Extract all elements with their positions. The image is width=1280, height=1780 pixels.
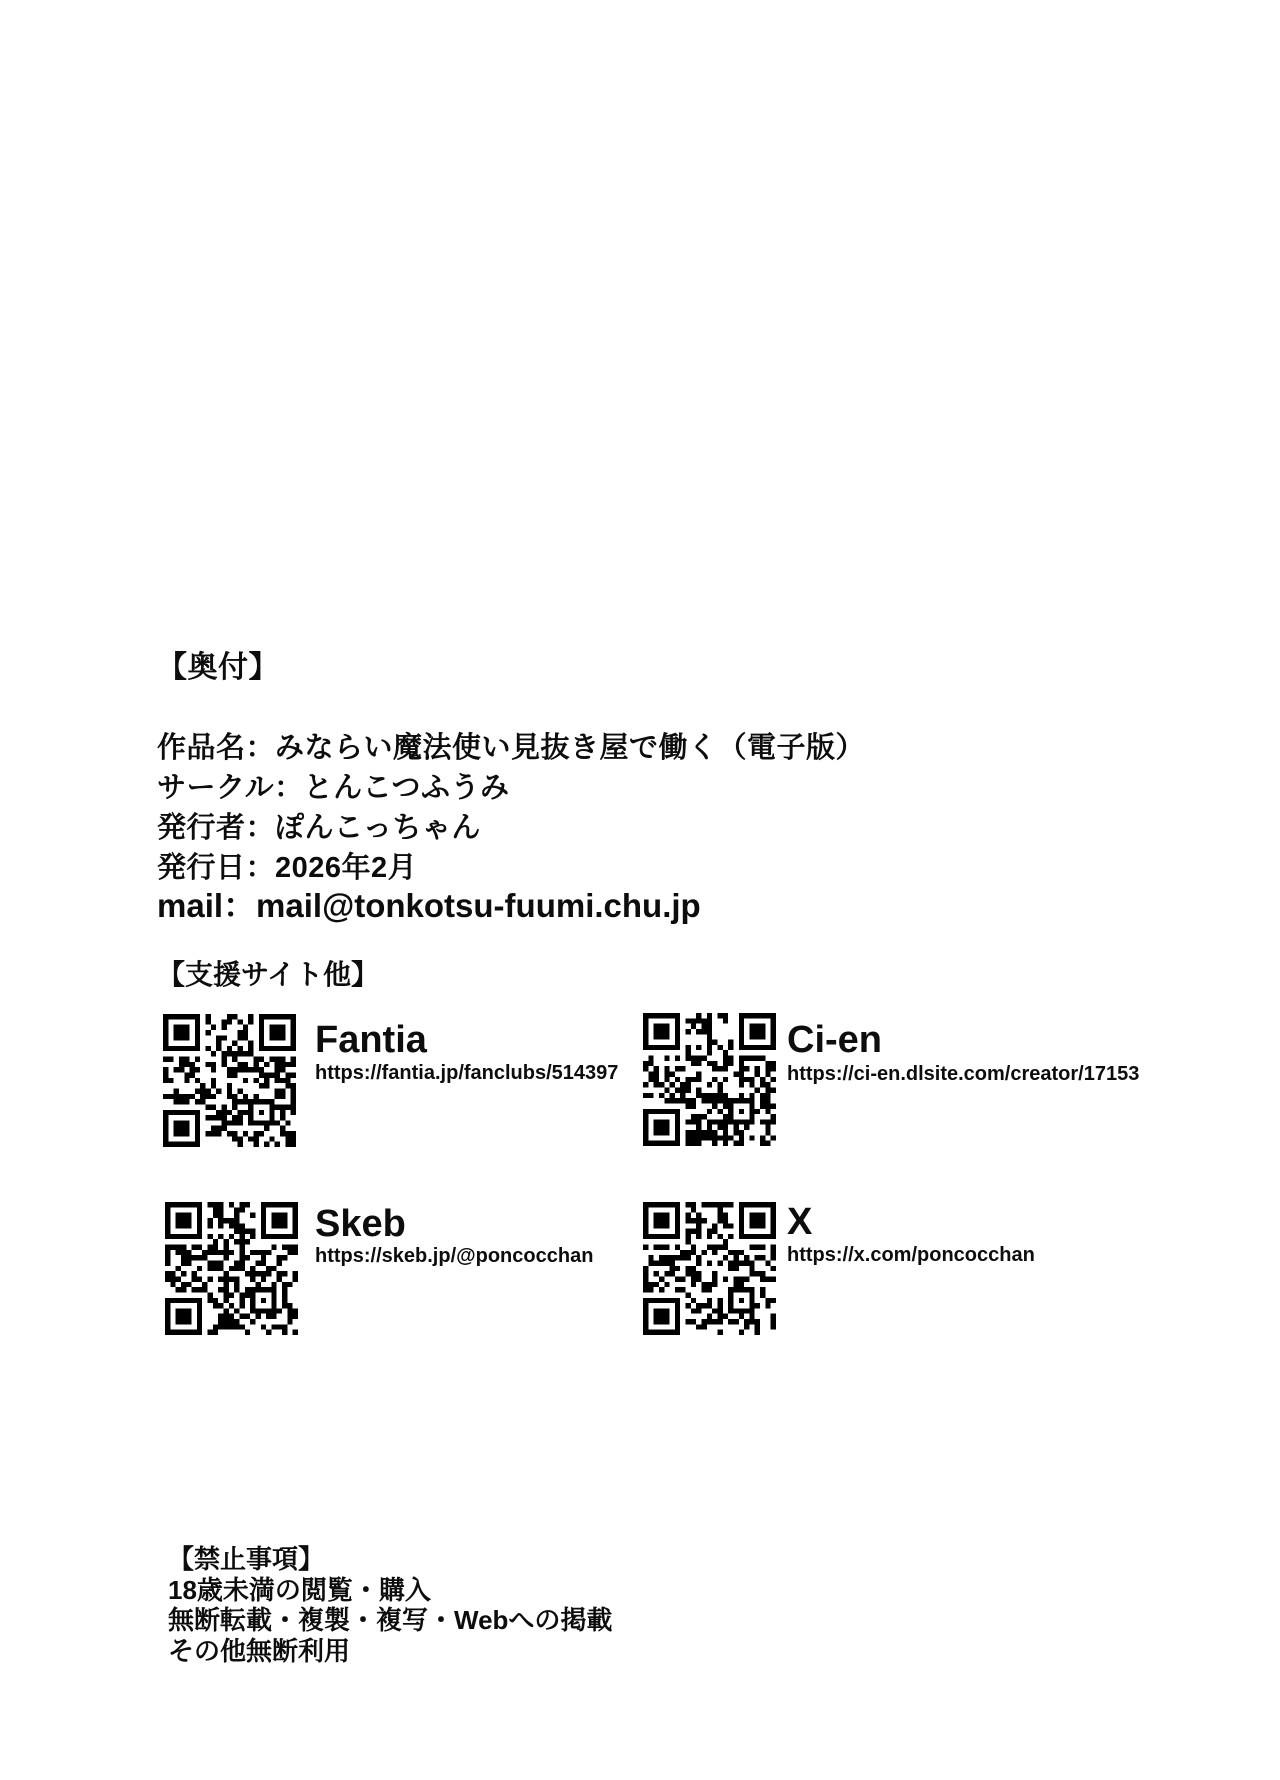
site-name: Fantia bbox=[315, 1019, 427, 1061]
colophon-line-title: 作品名：みならい魔法使い見抜き屋で働く（電子版） bbox=[157, 732, 866, 764]
site-name: X bbox=[787, 1201, 813, 1243]
site-url: https://fantia.jp/fanclubs/514397 bbox=[315, 1062, 619, 1084]
colophon-line-circle: サークル：とんこつふうみ bbox=[157, 772, 510, 804]
qr-code bbox=[643, 1013, 776, 1146]
site-name: Ci-en bbox=[787, 1019, 882, 1061]
qr-code bbox=[165, 1202, 298, 1335]
qr-code bbox=[643, 1202, 776, 1335]
colophon-heading: 【奥付】 bbox=[157, 651, 279, 684]
site-name: Skeb bbox=[315, 1203, 406, 1245]
prohibited-line: 無断転載・複製・複写・Webへの掲載 bbox=[168, 1605, 613, 1635]
prohibited-section bbox=[168, 1544, 612, 1666]
colophon-line-publisher: 発行者：ぽんこっちゃん bbox=[157, 812, 481, 844]
support-sites-heading: 【支援サイト他】 bbox=[157, 959, 380, 990]
colophon-mail: mail：mail@tonkotsu-fuumi.chu.jp bbox=[157, 887, 701, 924]
site-url: https://skeb.jp/@poncocchan bbox=[315, 1245, 594, 1267]
colophon-line-date: 発行日：2026年2月 bbox=[157, 852, 418, 884]
site-url: https://x.com/poncocchan bbox=[787, 1244, 1035, 1266]
prohibited-line: その他無断利用 bbox=[168, 1635, 351, 1666]
prohibited-heading: 【禁止事項】 bbox=[168, 1544, 325, 1574]
prohibited-line: 18歳未満の閲覧・購入 bbox=[168, 1574, 431, 1605]
colophon-info bbox=[157, 728, 865, 888]
qr-code bbox=[163, 1014, 296, 1147]
site-url: https://ci-en.dlsite.com/creator/17153 bbox=[787, 1063, 1140, 1085]
